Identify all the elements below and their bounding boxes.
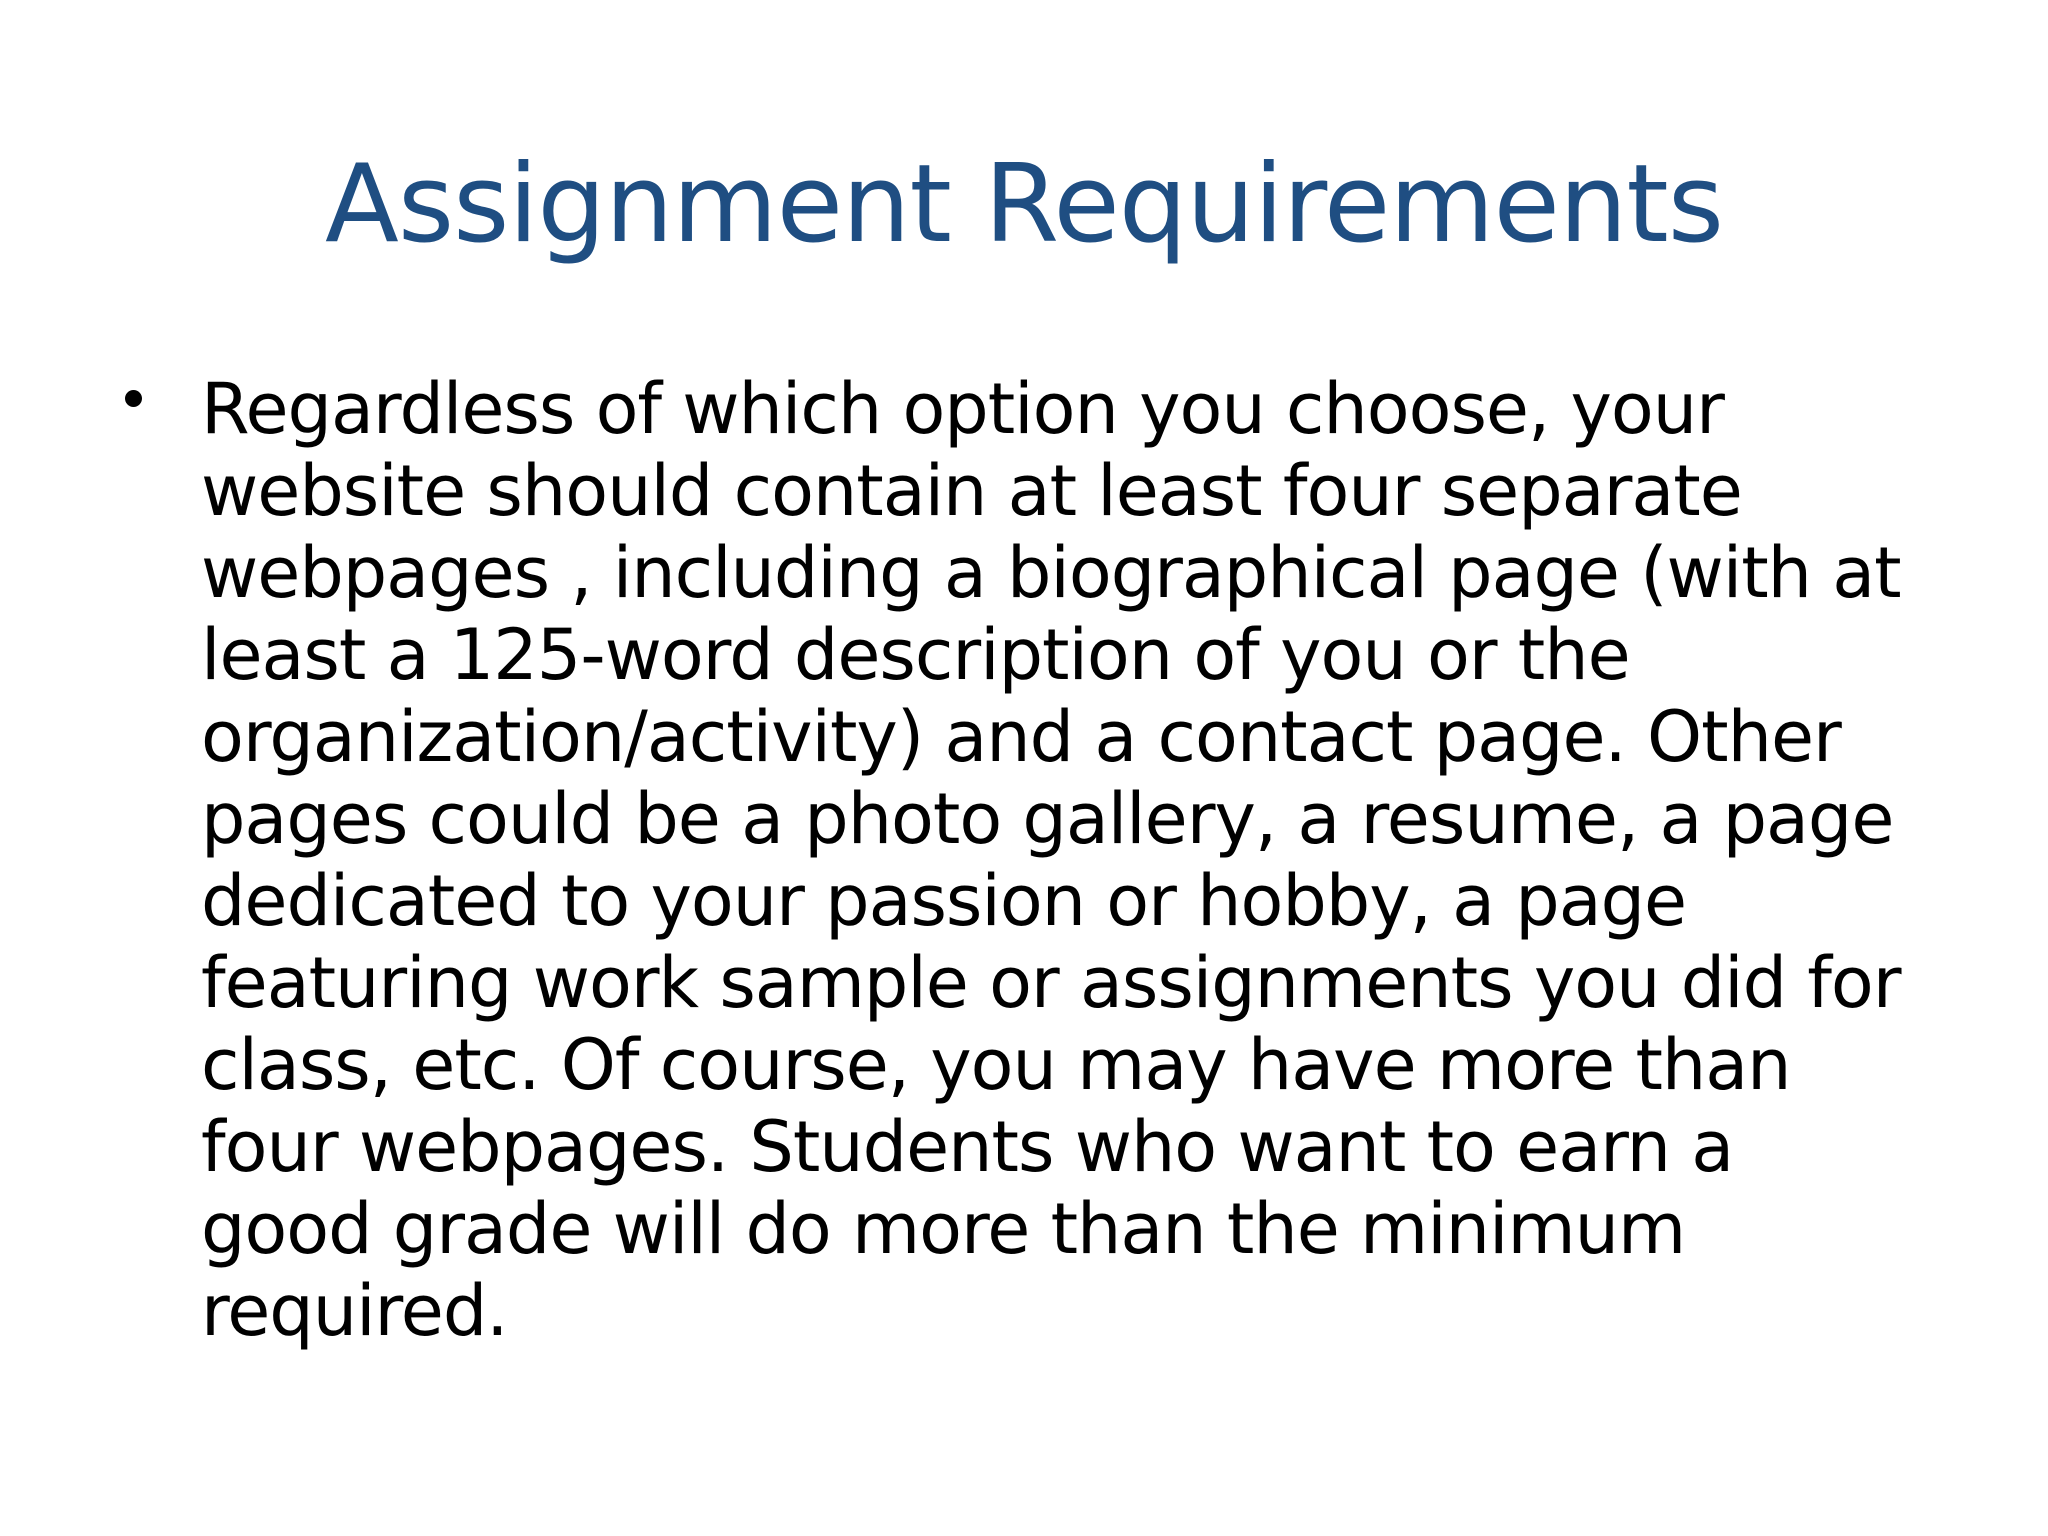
bullet-text-line: class, etc. Of course, you may have more than xyxy=(201,1024,1791,1106)
slide-title: Assignment Requirements xyxy=(324,142,1724,267)
bullet-text-line: webpages , including a biographical page (with at xyxy=(201,532,1901,614)
bullet-text-line: featuring work sample or assignments you did for xyxy=(201,942,1901,1024)
bullet-item xyxy=(120,368,1990,1352)
bullet-text-line: organization/activity) and a contact page. Other xyxy=(201,696,1841,778)
bullet-dot-icon xyxy=(125,390,142,407)
bullet-text-line: least a 125-word description of you or the xyxy=(201,614,1630,696)
bullet-text-line: dedicated to your passion or hobby, a page xyxy=(201,860,1687,942)
bullet-list xyxy=(120,368,1990,1352)
bullet-text-line: required. xyxy=(201,1270,508,1352)
bullet-text-line: four webpages. Students who want to earn a xyxy=(201,1106,1734,1188)
bullet-text-line: website should contain at least four separate xyxy=(201,450,1742,532)
bullet-text-line: good grade will do more than the minimum xyxy=(201,1188,1686,1270)
bullet-text-line: pages could be a photo gallery, a resume, a page xyxy=(201,778,1894,860)
bullet-text-line: Regardless of which option you choose, your xyxy=(201,368,1724,450)
